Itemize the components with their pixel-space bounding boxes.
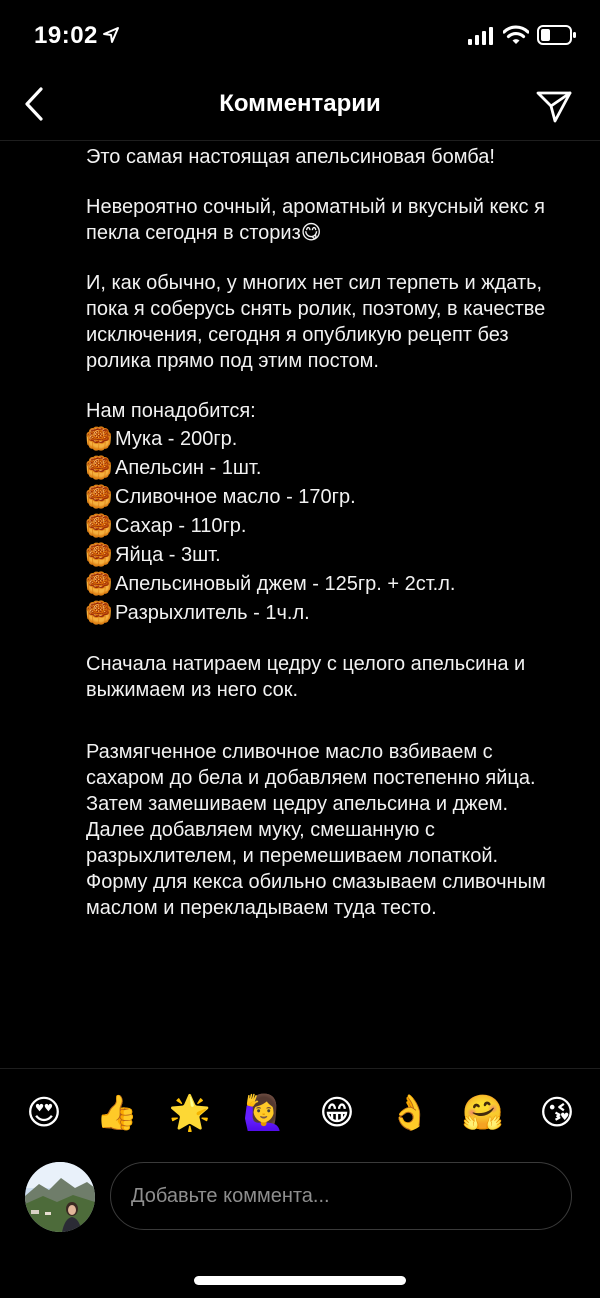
emoji-hug-button[interactable]: 🤗	[461, 1094, 505, 1132]
share-button[interactable]	[532, 84, 576, 128]
home-indicator	[194, 1276, 406, 1285]
ingredient-text: Апельсин - 1шт.	[115, 456, 262, 479]
ingredients-title: Нам понадобится:	[86, 400, 256, 422]
caption-paragraph: Далее добавляем муку, смешанную с разрыхлителем, и перемешиваем лопаткой.	[86, 819, 499, 867]
emoji-grin-button[interactable]: 😁	[319, 1094, 355, 1132]
mooncake-emoji: 🥮	[85, 454, 113, 480]
cellular-signal-icon	[468, 27, 494, 45]
comment-input[interactable]	[110, 1162, 572, 1230]
yum-face-emoji: 😋	[300, 222, 322, 244]
ingredients-list	[86, 424, 576, 627]
emoji-raising-hand-button[interactable]: 🙋‍♀️	[242, 1094, 286, 1132]
wifi-icon	[503, 24, 529, 46]
ingredient-text: Сахар - 110гр.	[115, 514, 247, 537]
paper-plane-icon	[535, 87, 573, 125]
quick-emoji-bar	[0, 1088, 600, 1138]
emoji-heart-eyes-button[interactable]: 😍	[26, 1094, 62, 1132]
caption-paragraph: Затем замешиваем цедру апельсина и джем.	[86, 793, 509, 815]
ingredient-item	[85, 453, 576, 482]
caption-text: Невероятно сочный, ароматный и вкусный кекс я пекла сегодня в сториз	[86, 196, 545, 244]
status-bar	[0, 0, 600, 70]
ingredient-item	[85, 482, 576, 511]
navigation-bar	[0, 70, 600, 141]
mooncake-emoji: 🥮	[85, 570, 113, 596]
ingredient-item	[85, 540, 576, 569]
emoji-star-button[interactable]: 🌟	[168, 1094, 212, 1132]
mooncake-emoji: 🥮	[85, 483, 113, 509]
ingredient-text: Разрыхлитель - 1ч.л.	[115, 601, 310, 624]
ingredient-text: Яйца - 3шт.	[115, 543, 221, 566]
emoji-thumbs-up-button[interactable]: 👍	[95, 1094, 139, 1132]
status-time: 19:02	[34, 22, 98, 49]
mooncake-emoji: 🥮	[85, 541, 113, 567]
emoji-kiss-button[interactable]: 😘	[539, 1094, 575, 1132]
ingredient-item	[85, 598, 576, 627]
ingredient-text: Апельсиновый джем - 125гр. + 2ст.л.	[115, 572, 456, 595]
location-arrow-icon	[102, 26, 120, 44]
emoji-ok-hand-button[interactable]: 👌	[388, 1094, 432, 1132]
divider	[0, 1068, 600, 1069]
caption-paragraph: Форму для кекса обильно смазываем сливочным маслом и перекладываем туда тесто.	[86, 871, 546, 919]
caption-paragraph: Это самая настоящая апельсиновая бомба!	[86, 146, 495, 168]
ingredient-item	[85, 424, 576, 453]
avatar-photo-icon	[25, 1162, 95, 1232]
ingredient-item	[85, 511, 576, 540]
page-title: Комментарии	[219, 90, 381, 117]
battery-icon	[537, 24, 577, 46]
ingredient-text: Мука - 200гр.	[115, 427, 238, 450]
mooncake-emoji: 🥮	[85, 599, 113, 625]
mooncake-emoji: 🥮	[85, 512, 113, 538]
mooncake-emoji: 🥮	[85, 425, 113, 451]
avatar[interactable]	[25, 1162, 95, 1232]
caption-paragraph: И, как обычно, у многих нет сил терпеть и ждать, пока я соберусь снять ролик, поэтому, в качестве исключения, сегодня я опубликую рецепт без ролика прямо под этим постом.	[86, 272, 546, 372]
ingredient-text: Сливочное масло - 170гр.	[115, 485, 356, 508]
ingredient-item	[85, 569, 576, 598]
caption-paragraph: Размягченное сливочное масло взбиваем с сахаром до бела и добавляем постепенно яйца.	[86, 741, 536, 789]
caption-paragraph: Сначала натираем цедру с целого апельсина и выжимаем из него сок.	[86, 653, 526, 701]
caption-paragraph	[86, 194, 576, 246]
post-caption	[86, 144, 576, 921]
